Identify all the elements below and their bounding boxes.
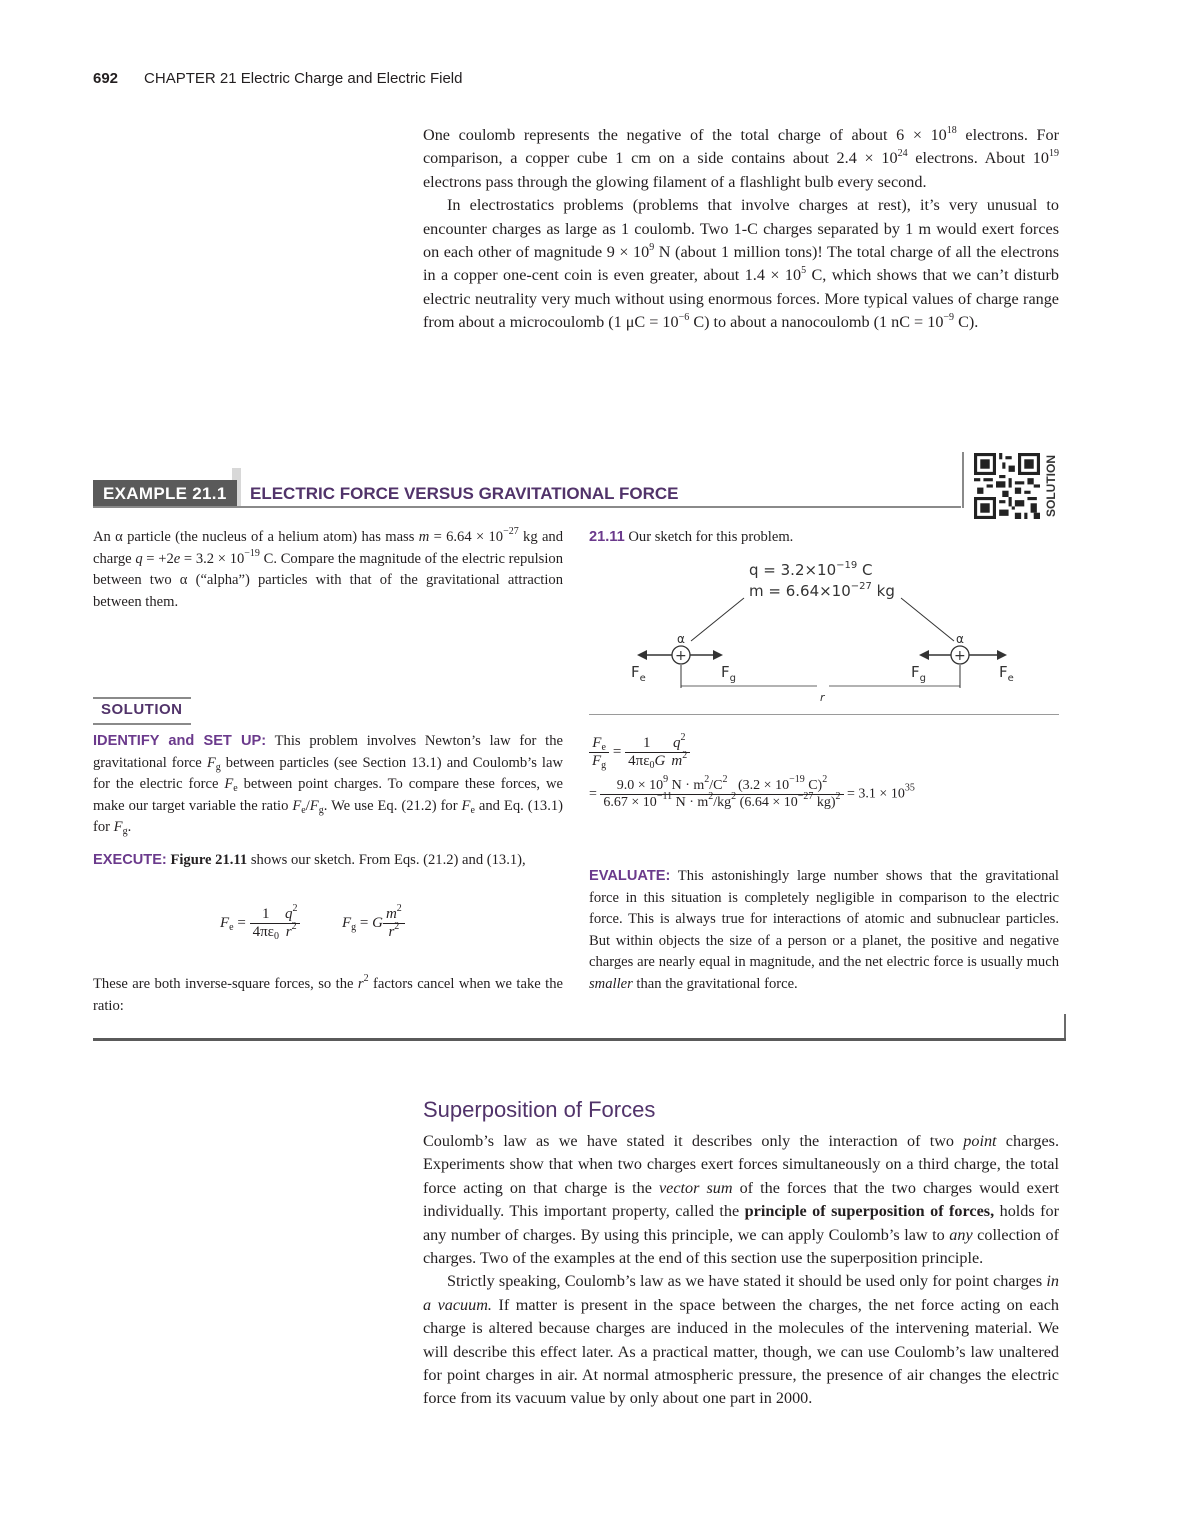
left-fe-label: $F_e$ bbox=[631, 663, 646, 684]
note-charge: $q = 3.2\times 10^{-19}$ C bbox=[749, 560, 873, 579]
annotation-pointer-right bbox=[901, 598, 954, 641]
identify-label: IDENTIFY and SET UP: bbox=[93, 733, 267, 749]
section-paragraph-1: Coulomb’s law as we have stated it describes only the interaction of two point charges. Experiments show that when two charges exert forces simultaneously on a third charge, the total force acting on that charge is the vector sum of the forces that the two charges would exert individually. This important property, called the principle of superposition of forces, holds for any number of charges. By using this principle, we can apply Coulomb’s law to any collection of charges. Two of the examples at the end of this section use the superposition principle. bbox=[423, 1132, 1060, 1268]
evaluate-paragraph: EVALUATE: This astonishingly large number shows that the gravitational force in this situation is completely negligible in comparison to the electric force. This is always true for interactions of atomic and subnuclear particles. But within objects the size of a person or a planet, the positive and negative charges are nearly equal in magnitude, and the net electric force is usually much smaller than the gravitational force. bbox=[589, 868, 1059, 992]
qr-solution-label: SOLUTION bbox=[1044, 455, 1058, 517]
intro-paragraph-1: One coulomb represents the negative of the total charge of about $6 \times 10^{18}$ electrons. For comparison, a copper cube 1 cm on a side contains about $2.4 \times 10^{24}$ electrons. About $10^{19}$ electrons pass through the glowing filament of a flashlight bulb every second. bbox=[423, 125, 1059, 191]
right-fe-label: $F_e$ bbox=[999, 663, 1014, 684]
section-paragraph-2: Strictly speaking, Coulomb’s law as we have stated it should be used only for point charges in a vacuum. If matter is present in the space between the charges, the net force acting on each charge is altered because charges are induced in the molecules of the intervening material. We will describe this effect later. As a practical matter, though, we can use Coulomb’s law unaltered for point charges in air. At normal atmospheric pressure, the presence of air changes the electric force from its vacuum value by only about one part in 2000. bbox=[423, 1272, 1059, 1408]
figure-reference: Figure 21.11 bbox=[170, 852, 248, 868]
page-number: 692 bbox=[93, 70, 119, 87]
identify-setup-paragraph: IDENTIFY and SET UP: This problem involves Newton’s law for the gravitational force $F_g$ between particles (see Section 13.1) and Coulomb’s law for the electric force $F_e$ between point charges. To compare these forces, we make our target variable the ratio $F_e/F_g$. We use Eq. (21.2) for $F_e$ and Eq. (13.1) for $F_g$. bbox=[93, 733, 563, 837]
right-fg-label: $F_g$ bbox=[911, 663, 926, 684]
svg-text:α: α bbox=[677, 632, 685, 646]
running-header bbox=[93, 70, 462, 87]
svg-text:α: α bbox=[956, 632, 964, 646]
qr-frame-rule bbox=[962, 452, 964, 508]
alpha-particle-right bbox=[919, 632, 1007, 664]
ratio-line-1: $\frac{F_e}{F_g}$ = $\frac{1}{4\pi\varepsilon_0G}$ $\frac{q^2}{m^2}$ bbox=[589, 735, 1059, 770]
intro-text bbox=[423, 124, 1059, 335]
svg-text:+: + bbox=[675, 648, 687, 664]
solution-badge: SOLUTION bbox=[93, 697, 191, 725]
running-title: CHAPTER 21 Electric Charge and Electric Field bbox=[144, 70, 463, 87]
example-tag: EXAMPLE 21.1 bbox=[93, 480, 237, 508]
svg-text:+: + bbox=[954, 648, 966, 664]
separation-label: r bbox=[820, 691, 825, 704]
example-title: ELECTRIC FORCE VERSUS GRAVITATIONAL FORCE bbox=[250, 484, 679, 503]
figure-21-11-sketch bbox=[589, 553, 1059, 708]
inverse-square-paragraph: These are both inverse-square forces, so the $r^2$ factors cancel when we take the ratio: bbox=[93, 973, 564, 1014]
execute-label: EXECUTE: bbox=[93, 852, 167, 868]
annotation-pointer-left bbox=[691, 598, 744, 641]
qr-code-icon[interactable] bbox=[972, 453, 1042, 519]
evaluate-label: EVALUATE: bbox=[589, 868, 671, 884]
figure-caption: 21.11 Our sketch for this problem. bbox=[589, 529, 794, 545]
execute-paragraph: EXECUTE: Figure 21.11 shows our sketch. From Eqs. (21.2) and (13.1), bbox=[93, 852, 526, 868]
intro-paragraph-2: In electrostatics problems (problems that involve charges at rest), it’s very unusual to encounter charges as large as 1 coulomb. Two 1-C charges separated by 1 m would exert forces on each other of magnitude $9 \times 10^9$ N (about 1 million tons)! The total charge of all the electrons in a copper one-cent coin is even greater, about $1.4 \times 10^5$ C, which shows that we can’t disturb electric neutrality very much without using enormous forces. More typical values of charge range from about a microcoulomb (1 $\mu C = 10^{-6}$ C) to about a nanocoulomb (1 nC = $10^{-9}$ C). bbox=[423, 196, 1059, 332]
problem-statement: An α particle (the nucleus of a helium atom) has mass $m = 6.64 \times 10^{-27}$ kg and charge $q = +2e = 3.2 \times 10^{-19}$ C. Compare the magnitude of the electric repulsion between two α (“alpha”) particles with that of the gravitational attraction between them. bbox=[93, 526, 564, 610]
example-header-rule bbox=[93, 506, 961, 508]
force-equations: $F_e$ = $\frac{1}{4\pi\varepsilon_0}$ $\frac{q^2}{r^2}$ $F_g = G$ $\frac{m^2}{r^2}$ bbox=[220, 906, 520, 941]
section-heading: Superposition of Forces bbox=[423, 1097, 656, 1122]
alpha-particle-left bbox=[637, 632, 723, 664]
figure-number: 21.11 bbox=[589, 529, 625, 545]
ratio-line-2: = $\frac{9.0 \times 10^9 N \cdot m^2/C^2 (3.2 \times 10^{-19} C)^2}{6.67 \times 10^{-11} N \cdot m^2/kg^2 (6.64 \times 10^{-27} kg)^2}$ = $3.1 \times 10^{35}$ bbox=[589, 774, 915, 810]
ratio-equation bbox=[589, 732, 1059, 811]
note-mass: $m = 6.64\times 10^{-27}$ kg bbox=[749, 581, 895, 600]
left-fg-label: $F_g$ bbox=[721, 663, 736, 684]
example-box-bottom-rule bbox=[93, 1038, 1066, 1041]
figure-separator bbox=[589, 714, 1059, 715]
example-box-right-rule bbox=[1064, 1014, 1066, 1040]
section-body bbox=[423, 1130, 1059, 1411]
